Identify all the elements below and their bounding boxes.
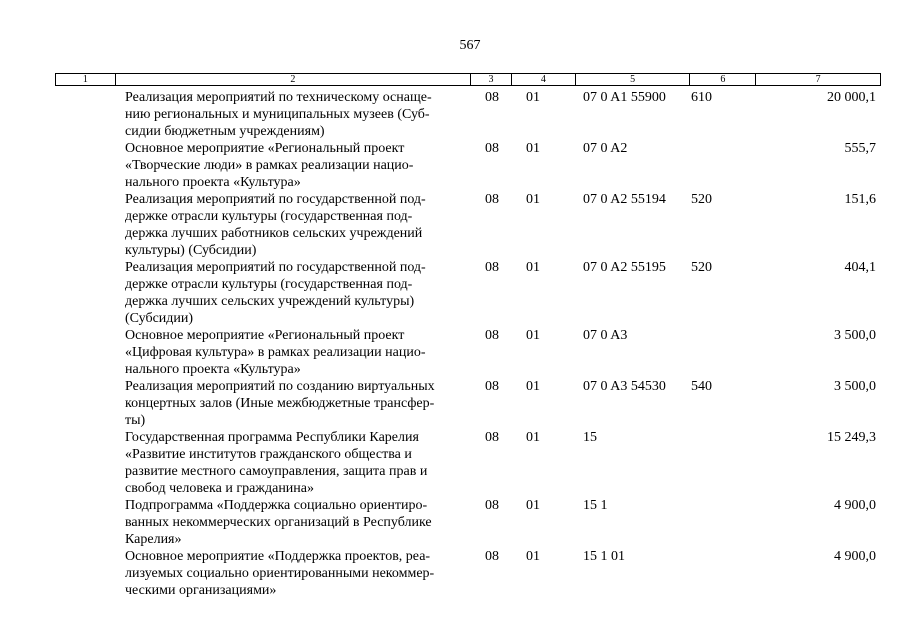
cell-col-1 <box>55 89 115 140</box>
cell-vr: 610 <box>691 90 712 105</box>
cell-col-1 <box>55 259 115 327</box>
cell-vr: 540 <box>691 379 712 394</box>
cell-pr: 01 <box>526 379 540 394</box>
cell-description <box>115 89 471 140</box>
description-line: Основное мероприятие «Поддержка проектов, реа- <box>125 549 431 564</box>
description-line: свобод человека и гражданина» <box>125 481 315 496</box>
header-col-4: 4 <box>512 74 576 85</box>
description-line: Реализация мероприятий по государственной под- <box>125 192 426 207</box>
cell-csr: 15 1 01 <box>583 549 625 564</box>
cell-sum: 3 500,0 <box>834 328 876 343</box>
cell-sum: 4 900,0 <box>834 498 876 513</box>
cell-col-1 <box>55 548 115 599</box>
cell-csr: 07 0 A1 55900 <box>583 90 666 105</box>
cell-pr: 01 <box>526 90 540 105</box>
cell-sum: 404,1 <box>844 260 876 275</box>
cell-pr: 01 <box>526 549 540 564</box>
cell-csr: 07 0 A2 55195 <box>583 260 666 275</box>
cell-description <box>115 429 471 497</box>
header-col-7: 7 <box>815 74 821 85</box>
description-line: держке отрасли культуры (государственная под- <box>125 277 413 292</box>
cell-csr: 15 <box>583 430 597 445</box>
cell-pr: 01 <box>526 192 540 207</box>
cell-pr: 01 <box>526 328 540 343</box>
cell-vr <box>691 548 757 599</box>
description-line: «Цифровая культура» в рамках реализации нацио- <box>125 345 426 360</box>
description-line: «Развитие институтов гражданского общества и <box>125 447 412 462</box>
description-line: сидии бюджетным учреждениям) <box>125 124 325 139</box>
cell-rz: 08 <box>485 141 499 156</box>
cell-col-1 <box>55 429 115 497</box>
table-body <box>55 89 881 599</box>
description-line: Карелия» <box>125 532 182 547</box>
description-line: ческими организациями» <box>125 583 277 598</box>
header-col-3: 3 <box>471 74 512 85</box>
cell-csr: 07 0 A2 <box>583 141 628 156</box>
description-line: нального проекта «Культура» <box>125 175 301 190</box>
table-row <box>55 497 881 548</box>
description-line: Реализация мероприятий по техническому оснаще- <box>125 90 432 105</box>
cell-rz: 08 <box>485 192 499 207</box>
description-line: ванных некоммерческих организаций в Республике <box>125 515 432 530</box>
cell-csr: 07 0 A3 54530 <box>583 379 666 394</box>
cell-col-1 <box>55 191 115 259</box>
cell-sum: 15 249,3 <box>827 430 876 445</box>
cell-rz: 08 <box>485 498 499 513</box>
cell-csr: 07 0 A2 55194 <box>583 192 666 207</box>
table-row <box>55 429 881 497</box>
description-line: держка лучших работников сельских учреждений <box>125 226 423 241</box>
cell-sum: 555,7 <box>844 141 876 156</box>
table-row <box>55 140 881 191</box>
cell-pr: 01 <box>526 430 540 445</box>
cell-sum: 4 900,0 <box>834 549 876 564</box>
description-line: ты) <box>125 413 146 428</box>
description-line: концертных залов (Иные межбюджетные трансфер- <box>125 396 435 411</box>
description-line: Реализация мероприятий по государственной под- <box>125 260 426 275</box>
description-line: нального проекта «Культура» <box>125 362 301 377</box>
cell-description <box>115 191 471 259</box>
cell-vr: 520 <box>691 192 712 207</box>
description-line: нию региональных и муниципальных музеев (Суб- <box>125 107 430 122</box>
description-line: Основное мероприятие «Региональный проект <box>125 328 405 343</box>
cell-rz: 08 <box>485 90 499 105</box>
cell-vr <box>691 140 757 191</box>
header-col-2: 2 <box>116 74 471 85</box>
description-line: Подпрограмма «Поддержка социально ориентиро- <box>125 498 428 513</box>
cell-csr: 15 1 <box>583 498 608 513</box>
description-line: держка лучших сельских учреждений культуры) <box>125 294 415 309</box>
table-row <box>55 378 881 429</box>
description-line: лизуемых социально ориентированными некоммер- <box>125 566 435 581</box>
table-row <box>55 191 881 259</box>
page-number: 567 <box>459 38 481 53</box>
cell-col-1 <box>55 378 115 429</box>
description-line: держке отрасли культуры (государственная под- <box>125 209 413 224</box>
description-line: Основное мероприятие «Региональный проект <box>125 141 405 156</box>
cell-csr: 07 0 A3 <box>583 328 628 343</box>
cell-description <box>115 140 471 191</box>
table-row <box>55 259 881 327</box>
cell-sum: 3 500,0 <box>834 379 876 394</box>
cell-description <box>115 378 471 429</box>
cell-rz: 08 <box>485 549 499 564</box>
cell-description <box>115 548 471 599</box>
table-row <box>55 548 881 599</box>
description-line: культуры) (Субсидии) <box>125 243 257 258</box>
description-line: «Творческие люди» в рамках реализации нацио- <box>125 158 414 173</box>
cell-sum: 151,6 <box>844 192 876 207</box>
cell-vr <box>691 429 757 497</box>
header-col-5: 5 <box>576 74 691 85</box>
cell-pr: 01 <box>526 260 540 275</box>
header-col-1: 1 <box>56 74 116 85</box>
cell-pr: 01 <box>526 498 540 513</box>
description-line: Реализация мероприятий по созданию виртуальных <box>125 379 435 394</box>
description-line: Государственная программа Республики Карелия <box>125 430 419 445</box>
cell-col-1 <box>55 140 115 191</box>
table-row <box>55 327 881 378</box>
cell-col-1 <box>55 497 115 548</box>
cell-description <box>115 327 471 378</box>
cell-description <box>115 259 471 327</box>
cell-rz: 08 <box>485 260 499 275</box>
cell-rz: 08 <box>485 430 499 445</box>
cell-pr: 01 <box>526 141 540 156</box>
header-col-6: 6 <box>690 74 756 85</box>
table-header <box>55 73 881 86</box>
cell-vr: 520 <box>691 260 712 275</box>
description-line: (Субсидии) <box>125 311 194 326</box>
cell-col-1 <box>55 327 115 378</box>
cell-rz: 08 <box>485 328 499 343</box>
cell-sum: 20 000,1 <box>827 90 876 105</box>
cell-rz: 08 <box>485 379 499 394</box>
description-line: развитие местного самоуправления, защита прав и <box>125 464 428 479</box>
table-row <box>55 89 881 140</box>
cell-vr <box>691 497 757 548</box>
cell-vr <box>691 327 757 378</box>
cell-description <box>115 497 471 548</box>
